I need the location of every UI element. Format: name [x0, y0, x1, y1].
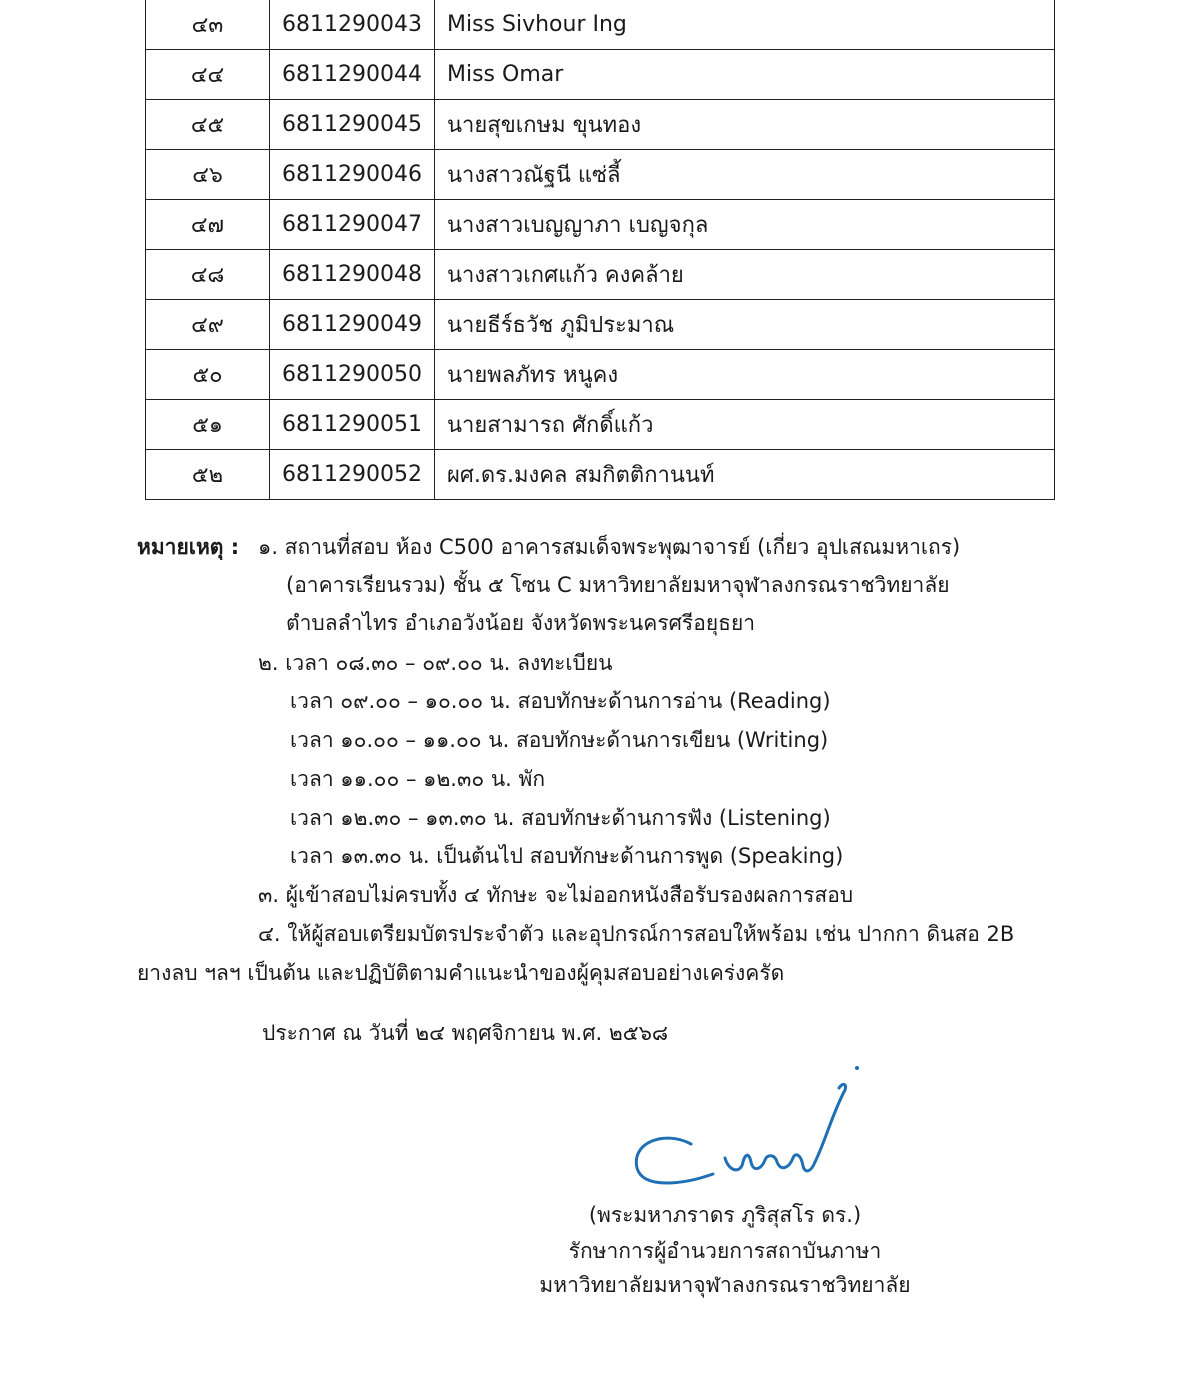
- table-row: [146, 450, 1055, 500]
- student-name: ผศ.ดร.มงคล สมกิตติกานนท์: [435, 450, 1055, 500]
- student-name: Miss Sivhour Ing: [435, 0, 1055, 50]
- student-id: 6811290051: [270, 400, 435, 450]
- table-row: [146, 250, 1055, 300]
- signer-position: รักษาการผู้อำนวยการสถาบันภาษา: [568, 1239, 882, 1263]
- note-2-line-2: เวลา ๐๙.๐๐ – ๑๐.๐๐ น. สอบทักษะด้านการอ่าน (Reading): [290, 689, 831, 713]
- row-number: ๔๕: [146, 100, 270, 150]
- student-id: 6811290048: [270, 250, 435, 300]
- row-number: ๔๙: [146, 300, 270, 350]
- table-row: [146, 300, 1055, 350]
- signer-organization: มหาวิทยาลัยมหาจุฬาลงกรณราชวิทยาลัย: [539, 1273, 911, 1297]
- note-1-line-2: (อาคารเรียนรวม) ชั้น ๕ โซน C มหาวิทยาลัยมหาจุฬาลงกรณราชวิทยาลัย: [286, 573, 950, 597]
- row-number: ๔๔: [146, 50, 270, 100]
- row-number: ๕๒: [146, 450, 270, 500]
- table-row: [146, 200, 1055, 250]
- note-1-line-3: ตำบลลำไทร อำเภอวังน้อย จังหวัดพระนครศรีอยุธยา: [286, 611, 756, 635]
- student-list-table: [145, 0, 1055, 500]
- note-2-line-5: เวลา ๑๒.๓๐ – ๑๓.๓๐ น. สอบทักษะด้านการฟัง (Listening): [290, 806, 831, 830]
- row-number: ๕๐: [146, 350, 270, 400]
- student-id: 6811290047: [270, 200, 435, 250]
- row-number: ๔๖: [146, 150, 270, 200]
- student-id: 6811290044: [270, 50, 435, 100]
- student-name: นายสุขเกษม ขุนทอง: [435, 100, 1055, 150]
- table-row: [146, 150, 1055, 200]
- student-id: 6811290050: [270, 350, 435, 400]
- student-id: 6811290046: [270, 150, 435, 200]
- table-row: [146, 400, 1055, 450]
- student-name: นางสาวณัฐนี แซ่ลี้: [435, 150, 1055, 200]
- note-2-line-1: ๒. เวลา ๐๘.๓๐ – ๐๙.๐๐ น. ลงทะเบียน: [258, 651, 613, 675]
- note-4-line-2: ยางลบ ฯลฯ เป็นต้น และปฏิบัติตามคำแนะนำของผู้คุมสอบอย่างเคร่งครัด: [137, 961, 785, 985]
- table-row: [146, 50, 1055, 100]
- student-id: 6811290043: [270, 0, 435, 50]
- note-2-line-4: เวลา ๑๑.๐๐ – ๑๒.๓๐ น. พัก: [290, 767, 546, 791]
- note-3: ๓. ผู้เข้าสอบไม่ครบทั้ง ๔ ทักษะ จะไม่ออกหนังสือรับรองผลการสอบ: [258, 883, 854, 907]
- table-row: [146, 0, 1055, 50]
- notes-heading: หมายเหตุ :: [137, 535, 240, 559]
- student-id: 6811290045: [270, 100, 435, 150]
- row-number: ๕๑: [146, 400, 270, 450]
- student-name: นายพลภัทร หนูคง: [435, 350, 1055, 400]
- student-id: 6811290049: [270, 300, 435, 350]
- note-4-line-1: ๔. ให้ผู้สอบเตรียมบัตรประจำตัว และอุปกรณ์การสอบให้พร้อม เช่น ปากกา ดินสอ 2B: [258, 922, 1015, 946]
- note-2-line-3: เวลา ๑๐.๐๐ – ๑๑.๐๐ น. สอบทักษะด้านการเขียน (Writing): [290, 728, 829, 752]
- signer-name: (พระมหาภราดร ภูริสุสโร ดร.): [588, 1203, 862, 1227]
- signature-image: [625, 1062, 865, 1192]
- student-name: Miss Omar: [435, 50, 1055, 100]
- row-number: ๔๘: [146, 250, 270, 300]
- student-name: นางสาวเบญญาภา เบญจกุล: [435, 200, 1055, 250]
- row-number: ๔๓: [146, 0, 270, 50]
- row-number: ๔๗: [146, 200, 270, 250]
- student-name: นายธีร์ธวัช ภูมิประมาณ: [435, 300, 1055, 350]
- student-name: นายสามารถ ศักดิ์แก้ว: [435, 400, 1055, 450]
- table-row: [146, 350, 1055, 400]
- student-id: 6811290052: [270, 450, 435, 500]
- table-row: [146, 100, 1055, 150]
- student-name: นางสาวเกศแก้ว คงคล้าย: [435, 250, 1055, 300]
- note-2-line-6: เวลา ๑๓.๓๐ น. เป็นต้นไป สอบทักษะด้านการพูด (Speaking): [290, 844, 844, 868]
- announce-date: ประกาศ ณ วันที่ ๒๔ พฤศจิกายน พ.ศ. ๒๕๖๘: [262, 1021, 669, 1045]
- note-1-line-1: ๑. สถานที่สอบ ห้อง C500 อาคารสมเด็จพระพุฒาจารย์ (เกี่ยว อุปเสณมหาเถร): [258, 535, 961, 559]
